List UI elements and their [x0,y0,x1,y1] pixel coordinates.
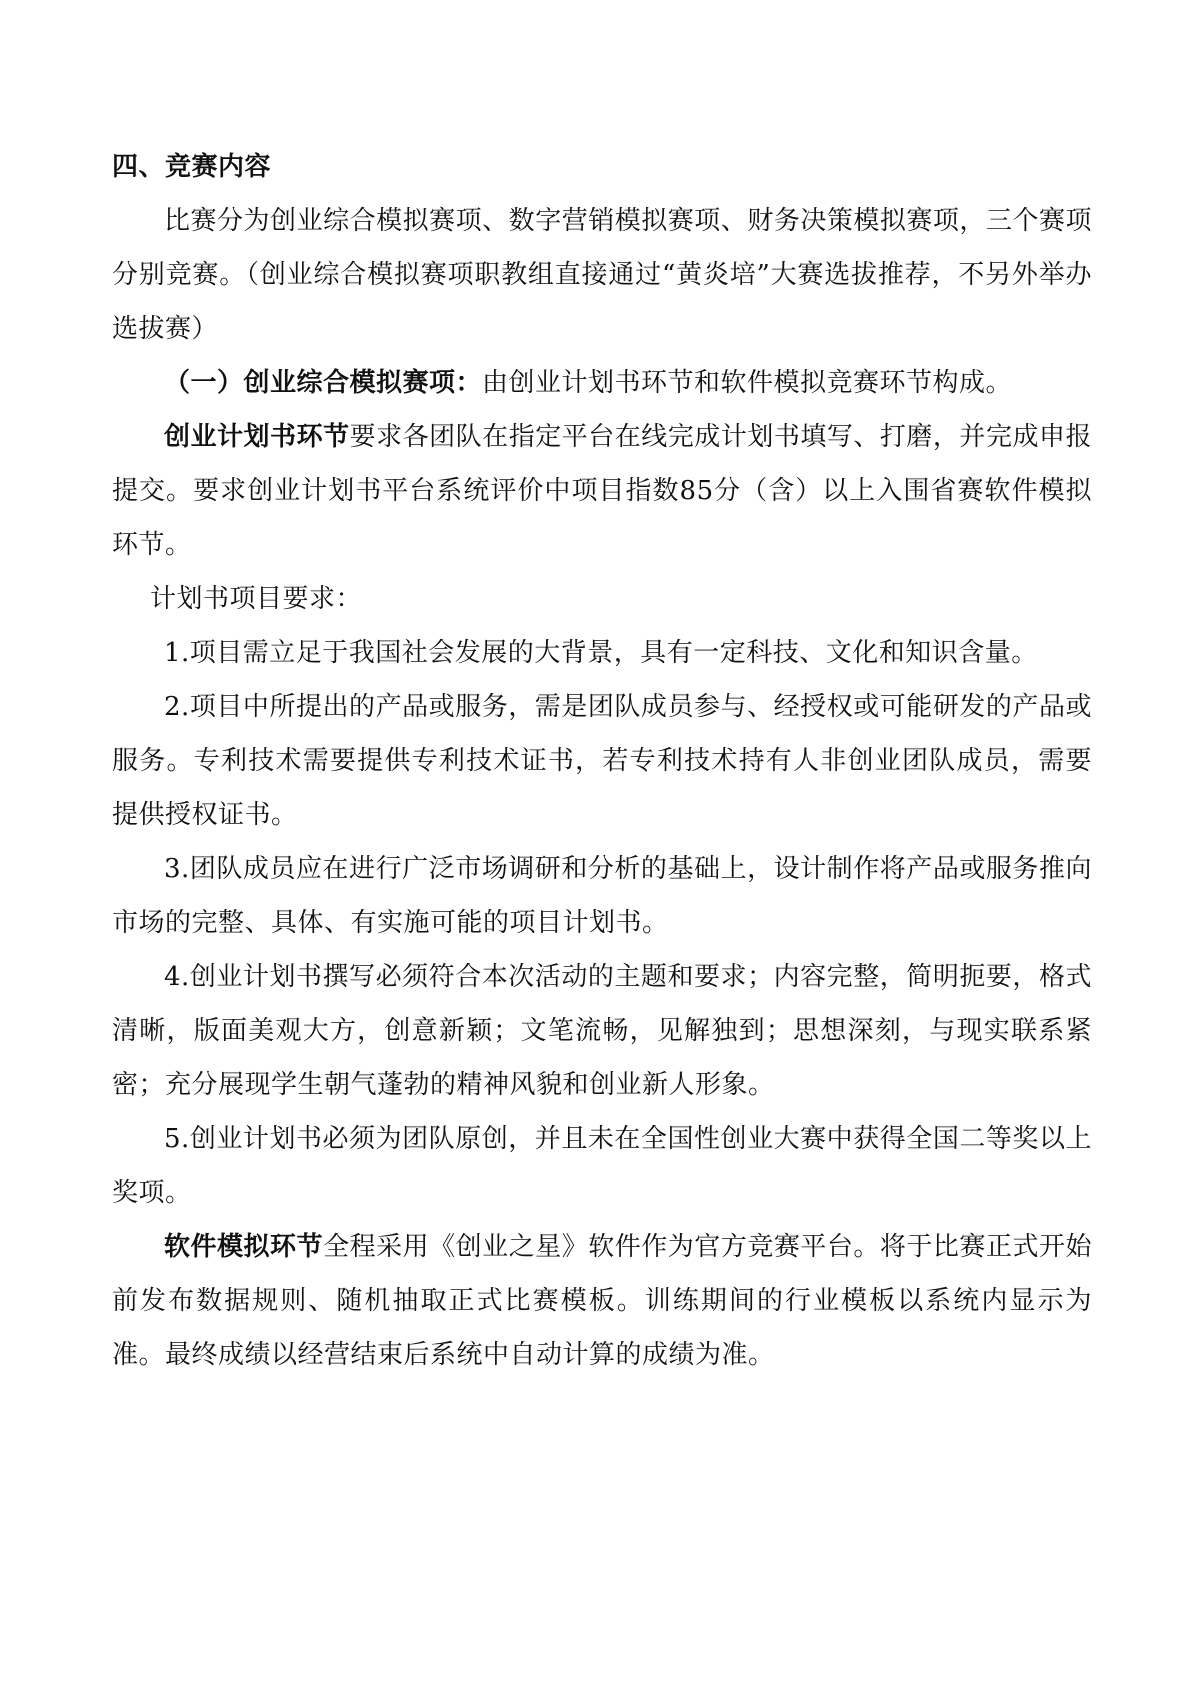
requirement-item-1: 1.项目需立足于我国社会发展的大背景，具有一定科技、文化和知识含量。 [164,638,1038,668]
intro-paragraph: 比赛分为创业综合模拟赛项、数字营销模拟赛项、财务决策模拟赛项，三个赛项分别竞赛。（创业综合模拟赛项职教组直接通过“黄炎培”大赛选拔推荐，不另外举办选拔赛） [112,206,1092,344]
subsection-paragraph [112,356,1092,410]
requirement-item-3: 3.团队成员应在进行广泛市场调研和分析的基础上，设计制作将产品或服务推向市场的完整、具体、有实施可能的项目计划书。 [112,854,1092,938]
requirement-item-2: 2.项目中所提出的产品或服务，需是团队成员参与、经授权或可能研发的产品或服务。专利技术需要提供专利技术证书，若专利技术持有人非创业团队成员，需要提供授权证书。 [112,692,1092,830]
requirement-item-5: 5.创业计划书必须为团队原创，并且未在全国性创业大赛中获得全国二等奖以上奖项。 [112,1124,1092,1208]
plan-stage-title: 创业计划书环节 [164,422,350,452]
requirement-item-4: 4.创业计划书撰写必须符合本次活动的主题和要求；内容完整，简明扼要，格式清晰，版面美观大方，创意新颖；文笔流畅，见解独到；思想深刻，与现实联系紧密；充分展现学生朝气蓬勃的精神风貌和创业新人形象。 [112,962,1092,1100]
section-heading: 四、竞赛内容 [112,152,272,182]
software-stage-title: 软件模拟环节 [164,1232,324,1262]
requirements-label: 计划书项目要求： [150,584,363,614]
software-stage-paragraph [112,1220,1092,1382]
subsection-text: 由创业计划书环节和软件模拟竞赛环节构成。 [482,368,1013,398]
plan-stage-paragraph [112,410,1092,572]
software-stage-text: 全程采用《创业之星》软件作为官方竞赛平台。将于比赛正式开始前发布数据规则、随机抽取正式比赛模板。训练期间的行业模板以系统内显示为准。最终成绩以经营结束后系统中自动计算的成绩为准。 [112,1232,1092,1370]
subsection-title: （一）创业综合模拟赛项： [164,368,483,398]
plan-stage-text: 要求各团队在指定平台在线完成计划书填写、打磨，并完成申报提交。要求创业计划书平台系统评价中项目指数85分（含）以上入围省赛软件模拟环节。 [112,422,1092,560]
document-page [112,140,1092,1382]
